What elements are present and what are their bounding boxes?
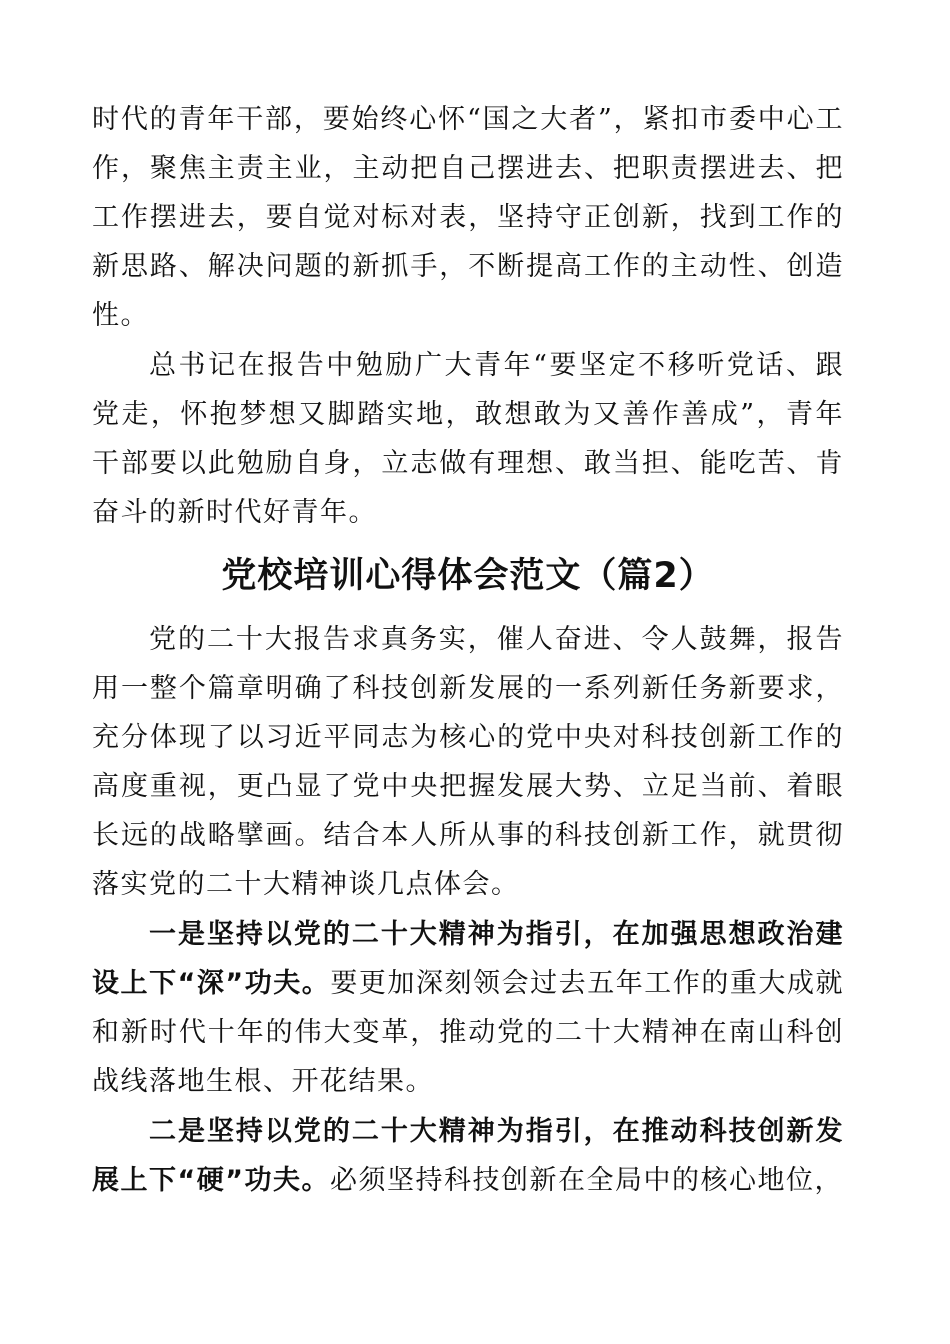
document-page (92, 95, 844, 1205)
point-2-body: 必须坚持科技创新在全局中的核心地位， (330, 1165, 843, 1196)
paragraph-intro: 党的二十大报告求真务实，催人奋进、令人鼓舞，报告用一整个篇章明确了科技创新发展的一系列新任务新要求，充分体现了以习近平同志为核心的党中央对科技创新工作的高度重视，更凸显了党中央把握发展大势、立足当前、着眼长远的战略擘画。结合本人所从事的科技创新工作，就贯彻落实党的二十大精神谈几点体会。 (92, 624, 844, 900)
section-heading: 党校培训心得体会范文（篇2） (221, 556, 715, 596)
paragraph-youth-encouragement: 总书记在报告中勉励广大青年“要坚定不移听党话、跟党走，怀抱梦想又脚踏实地，敢想敢为又善作善成”，青年干部要以此勉励自身，立志做有理想、敢当担、能吃苦、肯奋斗的新时代好青年。 (92, 350, 844, 528)
point-1-body: 要更加深刻领会过去五年工作的重大成就和新时代十年的伟大变革，推动党的二十大精神在南山科创战线落地生根、开花结果。 (92, 968, 844, 1097)
paragraph-continuation: 时代的青年干部，要始终心怀“国之大者”，紧扣市委中心工作，聚焦主责主业，主动把自己摆进去、把职责摆进去、把工作摆进去，要自觉对标对表，坚持守正创新，找到工作的新思路、解决问题的新抓手，不断提高工作的主动性、创造性。 (92, 104, 844, 331)
point-2-lead: 二是坚持以党的二十大精神为指引，在推动科技创新发展上下“硬”功夫。 (92, 1116, 844, 1196)
paragraph-point-1 (92, 910, 844, 1106)
paragraph-point-2 (92, 1107, 844, 1205)
point-1-lead: 一是坚持以党的二十大精神为指引，在加强思想政治建设上下“深”功夫。 (92, 919, 844, 999)
